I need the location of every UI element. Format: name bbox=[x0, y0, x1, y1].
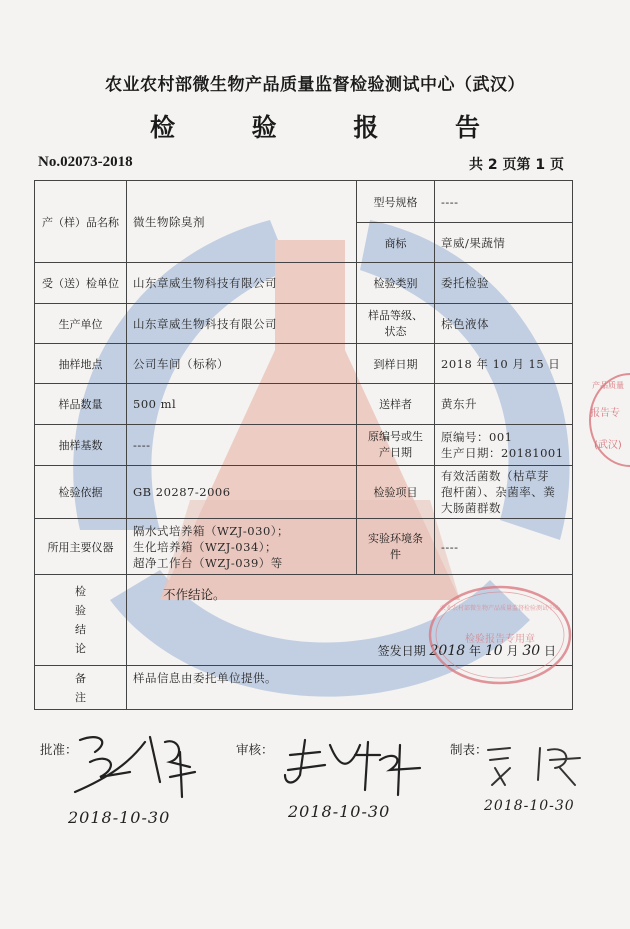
official-stamp bbox=[425, 580, 575, 690]
sign-date-year-unit: 年 bbox=[468, 644, 481, 658]
sender-value: 黄东升 bbox=[435, 384, 573, 425]
sender-label: 送样者 bbox=[357, 384, 435, 425]
table-row bbox=[35, 466, 573, 519]
approve-label: 批准： bbox=[40, 742, 78, 757]
arrival-date-value: 2018 年 10 月 15 日 bbox=[435, 344, 573, 384]
report-title: 检 验 报 告 bbox=[149, 113, 515, 142]
remarks-value: 样品信息由委托单位提供。 bbox=[127, 666, 573, 710]
manufacturer-label: 生产单位 bbox=[35, 304, 127, 344]
sampling-base-label: 抽样基数 bbox=[35, 425, 127, 466]
test-type-label: 检验类别 bbox=[357, 263, 435, 304]
quantity-label: 样品数量 bbox=[35, 384, 127, 425]
instruments-value-line: 生化培养箱（WZJ-034）； bbox=[133, 539, 278, 554]
environment-label bbox=[357, 519, 435, 575]
orig-no-label bbox=[357, 425, 435, 466]
conclusion-text: 不作结论。 bbox=[163, 587, 226, 602]
quantity-value: 500 ml bbox=[127, 384, 357, 425]
svg-text:(武汉): (武汉) bbox=[594, 440, 622, 451]
orig-no-label-line: 原编号或生 bbox=[368, 430, 423, 443]
table-row bbox=[35, 384, 573, 425]
edge-stamp bbox=[586, 370, 630, 470]
instruments-value-line: 隔水式培养箱（WZJ-030）； bbox=[133, 523, 290, 538]
product-name-value: 微生物除臭剂 bbox=[127, 181, 357, 263]
conclusion-label-char: 论 bbox=[75, 642, 86, 655]
product-name-label: 产（样）品名称 bbox=[35, 181, 127, 263]
instruments-value bbox=[127, 519, 357, 575]
test-type-value: 委托检验 bbox=[435, 263, 573, 304]
svg-text:产品质量: 产品质量 bbox=[592, 381, 624, 390]
sign-date-label: 签发日期 bbox=[377, 644, 426, 658]
table-row bbox=[35, 304, 573, 344]
table-row bbox=[35, 344, 573, 384]
table-row bbox=[35, 519, 573, 575]
instruments-label: 所用主要仪器 bbox=[35, 519, 127, 575]
table-row bbox=[35, 425, 573, 466]
orig-no-label-line: 产日期 bbox=[379, 446, 412, 459]
orig-no-value-line: 生产日期：20181001 bbox=[441, 446, 564, 460]
org-title: 农业农村部微生物产品质量监督检验测试中心（武汉） bbox=[105, 75, 525, 95]
sign-date-day: 30 bbox=[522, 643, 541, 659]
items-value-line: 孢杆菌）、杂菌率、粪 bbox=[441, 485, 556, 499]
trademark-value: 章威/果蔬情 bbox=[435, 223, 573, 263]
conclusion-label bbox=[35, 575, 127, 666]
table-row bbox=[35, 181, 573, 223]
items-value-line: 大肠菌群数 bbox=[441, 501, 501, 515]
approve-signature bbox=[70, 722, 200, 802]
items-value-line: 有效活菌数（枯草芽 bbox=[441, 469, 549, 483]
sign-date-month: 10 bbox=[484, 643, 503, 659]
conclusion-label-char: 结 bbox=[75, 623, 86, 636]
conclusion-label-char: 验 bbox=[75, 604, 86, 617]
instruments-value-line: 超净工作台（WZJ-039）等 bbox=[133, 555, 283, 570]
basis-label: 检验依据 bbox=[35, 466, 127, 519]
review-date: 2018-10-30 bbox=[288, 802, 391, 821]
model-label: 型号规格 bbox=[357, 181, 435, 223]
approve-date: 2018-10-30 bbox=[68, 808, 171, 827]
orig-no-value bbox=[435, 425, 573, 466]
prepare-signature bbox=[480, 740, 590, 790]
svg-text:检验报告专用章: 检验报告专用章 bbox=[465, 634, 535, 645]
grade-label-line: 样品等级、 bbox=[368, 308, 423, 322]
trademark-label: 商标 bbox=[357, 223, 435, 263]
svg-text:报告专: 报告专 bbox=[590, 408, 620, 419]
items-label: 检验项目 bbox=[357, 466, 435, 519]
grade-label bbox=[357, 304, 435, 344]
remarks-label bbox=[35, 666, 127, 710]
client-value: 山东章威生物科技有限公司 bbox=[127, 263, 357, 304]
manufacturer-value: 山东章威生物科技有限公司 bbox=[127, 304, 357, 344]
review-label: 审核： bbox=[236, 742, 274, 757]
prepare-date: 2018-10-30 bbox=[484, 798, 575, 814]
sampling-base-value: ---- bbox=[127, 425, 357, 466]
remarks-label-char: 注 bbox=[75, 690, 86, 704]
grade-value: 棕色液体 bbox=[435, 304, 573, 344]
review-signature bbox=[280, 730, 430, 800]
page-count: 共 2 页第 1 页 bbox=[469, 157, 564, 173]
sign-date-day-unit: 日 bbox=[543, 644, 556, 658]
items-value bbox=[435, 466, 573, 519]
conclusion-label-char: 检 bbox=[75, 585, 86, 598]
arrival-date-label: 到样日期 bbox=[357, 344, 435, 384]
environment-value: ---- bbox=[435, 519, 573, 575]
sampling-site-value: 公司车间（标称） bbox=[127, 344, 357, 384]
grade-label-line: 状态 bbox=[384, 324, 407, 338]
orig-no-value-line: 原编号：001 bbox=[441, 430, 513, 444]
environment-label-line: 实验环境条 bbox=[368, 531, 423, 545]
table-row bbox=[35, 263, 573, 304]
prepare-label: 制表： bbox=[450, 742, 488, 757]
model-value: ---- bbox=[435, 181, 573, 223]
sampling-site-label: 抽样地点 bbox=[35, 344, 127, 384]
sign-date-year: 2018 bbox=[429, 643, 466, 659]
remarks-label-char: 备 bbox=[75, 671, 86, 685]
sign-date-month-unit: 月 bbox=[506, 644, 519, 658]
environment-label-line: 件 bbox=[390, 547, 401, 561]
report-number: No.02073-2018 bbox=[38, 154, 133, 170]
svg-text:农业农村部微生物产品质量监督检验测试中心: 农业农村部微生物产品质量监督检验测试中心 bbox=[439, 605, 561, 612]
basis-value: GB 20287-2006 bbox=[127, 466, 357, 519]
client-label: 受（送）检单位 bbox=[35, 263, 127, 304]
